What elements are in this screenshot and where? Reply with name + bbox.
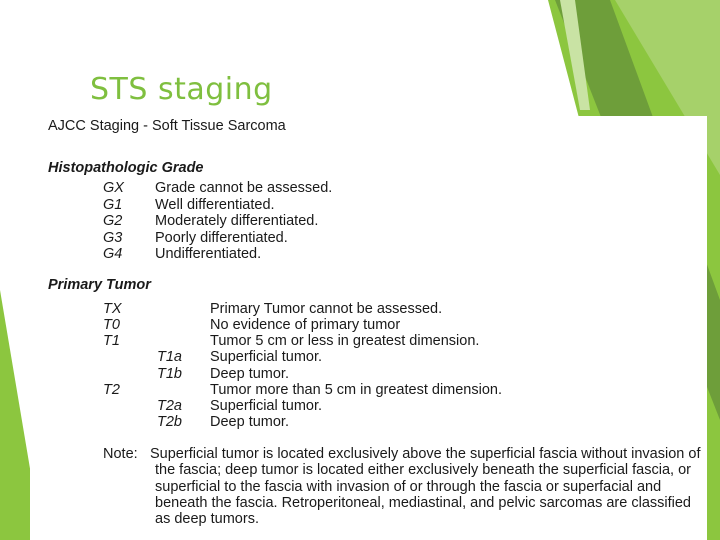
tumor-desc: Superficial tumor. <box>210 398 323 414</box>
tumor-desc: Deep tumor. <box>210 414 289 430</box>
grade-code: G1 <box>103 197 123 213</box>
tumor-desc: Deep tumor. <box>210 366 289 382</box>
tumor-code: T1 <box>103 333 120 349</box>
tumor-code: T2 <box>103 382 120 398</box>
grade-desc: Poorly differentiated. <box>155 230 288 246</box>
tumor-code: T0 <box>103 317 120 333</box>
grade-desc: Grade cannot be assessed. <box>155 180 333 196</box>
grade-code: G4 <box>103 246 123 262</box>
tumor-desc: Tumor more than 5 cm in greatest dimension. <box>210 382 503 398</box>
tumor-desc: Tumor 5 cm or less in greatest dimension. <box>210 333 480 349</box>
tumor-desc: Primary Tumor cannot be assessed. <box>210 301 443 317</box>
staging-document <box>30 116 707 540</box>
grade-desc: Well differentiated. <box>155 197 275 213</box>
slide-title: STS staging <box>90 72 273 107</box>
tumor-section-heading: Primary Tumor <box>48 277 151 293</box>
tumor-code: TX <box>103 301 122 317</box>
tumor-code: T2b <box>157 414 182 430</box>
document-heading: AJCC Staging - Soft Tissue Sarcoma <box>48 118 286 134</box>
grade-desc: Moderately differentiated. <box>155 213 319 229</box>
grade-code: G3 <box>103 230 123 246</box>
note-label: Note: <box>103 446 138 462</box>
tumor-code: T1a <box>157 349 182 365</box>
tumor-code: T2a <box>157 398 182 414</box>
grade-code: GX <box>103 180 124 196</box>
grade-code: G2 <box>103 213 123 229</box>
tumor-desc: No evidence of primary tumor <box>210 317 401 333</box>
grade-desc: Undifferentiated. <box>155 246 262 262</box>
tumor-desc: Superficial tumor. <box>210 349 323 365</box>
grade-section-heading: Histopathologic Grade <box>48 160 204 176</box>
tumor-code: T1b <box>157 366 182 382</box>
note-text: Superficial tumor is located exclusively above the superficial fascia without invasion of the fascia; deep tumor is located either exclusively beneath the superficial fascia, or superficial to the fascia with invasion of or through the fascia or superfacial and beneath the fascia. Retroperitoneal, mediastinal, and pelvic sarcomas are classified as deep tumors. <box>150 446 701 528</box>
